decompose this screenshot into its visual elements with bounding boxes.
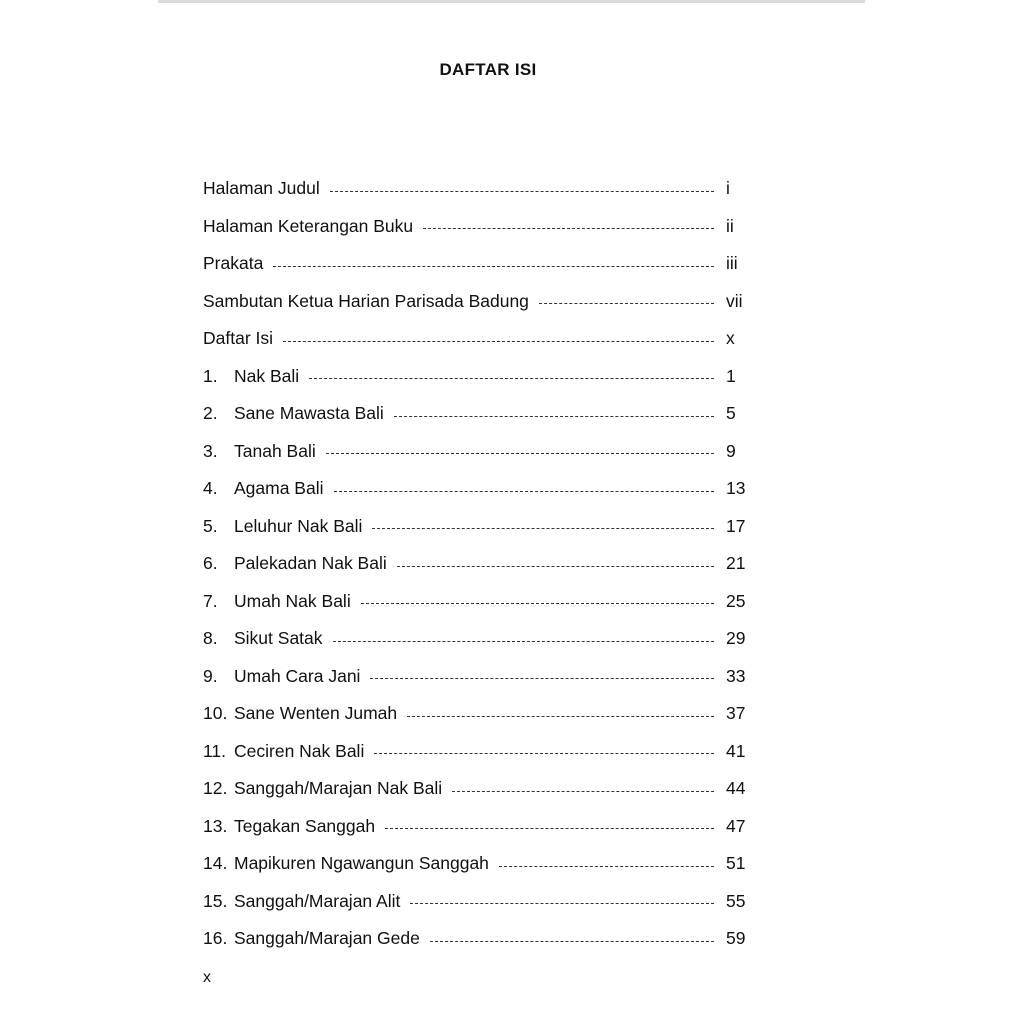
toc-entry-number: 1.	[203, 365, 218, 386]
toc-entry	[203, 395, 748, 433]
toc-entry	[203, 733, 748, 771]
toc-entry	[203, 770, 748, 808]
toc-dot-leader	[499, 865, 714, 867]
toc-dot-leader	[385, 827, 714, 829]
toc-entry-page-number: iii	[726, 253, 738, 274]
toc-entry-page-number: 1	[726, 365, 736, 386]
toc-entry-page-number: 47	[726, 815, 746, 836]
toc-entry-label: Sane Wenten Jumah	[234, 703, 398, 724]
toc-dot-leader	[423, 227, 714, 229]
toc-entry-label: Agama Bali	[234, 478, 324, 499]
toc-entry-label: Sambutan Ketua Harian Parisada Badung	[203, 290, 529, 311]
toc-entry	[203, 170, 748, 208]
toc-entry-number: 3.	[203, 440, 218, 461]
page-folio: x	[203, 969, 211, 986]
toc-entry-page-number: x	[726, 328, 735, 349]
toc-entry-label: Mapikuren Ngawangun Sanggah	[234, 853, 489, 874]
toc-entry-label: Sikut Satak	[234, 628, 323, 649]
toc-dot-leader	[361, 602, 714, 604]
toc-entry-number: 14.	[203, 853, 228, 874]
toc-entry-page-number: 25	[726, 590, 746, 611]
toc-entry	[203, 283, 748, 321]
toc-entry	[203, 583, 748, 621]
toc-entry-page-number: i	[726, 178, 730, 199]
toc-entry-number: 15.	[203, 890, 228, 911]
toc-entry-label: Halaman Judul	[203, 178, 320, 199]
toc-entry-number: 9.	[203, 665, 218, 686]
toc-entry-page-number: vii	[726, 290, 743, 311]
toc-entry-label: Tanah Bali	[234, 440, 316, 461]
toc-entry-page-number: 33	[726, 665, 746, 686]
toc-entry-number: 6.	[203, 553, 218, 574]
toc-entry-page-number: 41	[726, 740, 746, 761]
toc-dot-leader	[372, 527, 714, 529]
toc-entry-number: 13.	[203, 815, 228, 836]
toc-dot-leader	[326, 452, 714, 454]
toc-entry-number: 10.	[203, 703, 228, 724]
toc-entry-page-number: 44	[726, 778, 746, 799]
toc-entry	[203, 883, 748, 921]
toc-dot-leader	[539, 302, 714, 304]
toc-entry	[203, 545, 748, 583]
toc-entry-label: Tegakan Sanggah	[234, 815, 376, 836]
toc-dot-leader	[334, 490, 715, 492]
toc-entry-number: 5.	[203, 515, 218, 536]
toc-entry	[203, 320, 748, 358]
toc-dot-leader	[452, 790, 714, 792]
toc-entry-number: 4.	[203, 478, 218, 499]
toc-entry-label: Halaman Keterangan Buku	[203, 215, 414, 236]
toc-dot-leader	[283, 340, 714, 342]
toc-entry	[203, 658, 748, 696]
toc-dot-leader	[410, 902, 714, 904]
toc-dot-leader	[374, 752, 714, 754]
toc-entry-label: Sane Mawasta Bali	[234, 403, 384, 424]
toc-entry	[203, 208, 748, 246]
toc-entry-label: Leluhur Nak Bali	[234, 515, 363, 536]
toc-dot-leader	[309, 377, 714, 379]
toc-entry-label: Sanggah/Marajan Gede	[234, 928, 420, 949]
toc-entry-page-number: 55	[726, 890, 746, 911]
toc-entry-page-number: 5	[726, 403, 736, 424]
toc-entry	[203, 695, 748, 733]
toc-dot-leader	[430, 940, 714, 942]
toc-dot-leader	[330, 190, 714, 192]
toc-dot-leader	[394, 415, 714, 417]
toc-dot-leader	[397, 565, 714, 567]
toc-entry-number: 16.	[203, 928, 228, 949]
toc-entry	[203, 508, 748, 546]
top-border-line	[158, 0, 865, 3]
toc-entry-page-number: 21	[726, 553, 746, 574]
toc-entry-label: Umah Nak Bali	[234, 590, 351, 611]
toc-entry-page-number: 51	[726, 853, 746, 874]
toc-entry-page-number: 13	[726, 478, 746, 499]
toc-entry-page-number: 17	[726, 515, 746, 536]
toc-entry-label: Palekadan Nak Bali	[234, 553, 387, 574]
toc-entry-page-number: 9	[726, 440, 736, 461]
toc-entry	[203, 358, 748, 396]
toc-entry-label: Ceciren Nak Bali	[234, 740, 365, 761]
toc-dot-leader	[333, 640, 714, 642]
toc-entry-label: Sanggah/Marajan Alit	[234, 890, 401, 911]
toc-entry-label: Prakata	[203, 253, 264, 274]
toc-entry-label: Umah Cara Jani	[234, 665, 361, 686]
toc-entry-number: 2.	[203, 403, 218, 424]
toc-dot-leader	[273, 265, 714, 267]
toc-dot-leader	[407, 715, 714, 717]
toc-entry-label: Daftar Isi	[203, 328, 274, 349]
table-of-contents	[203, 170, 748, 958]
toc-entry-page-number: 37	[726, 703, 746, 724]
toc-entry-page-number: 59	[726, 928, 746, 949]
toc-entry	[203, 245, 748, 283]
toc-entry-number: 12.	[203, 778, 228, 799]
toc-entry-page-number: 29	[726, 628, 746, 649]
toc-entry	[203, 470, 748, 508]
toc-entry	[203, 808, 748, 846]
toc-entry	[203, 845, 748, 883]
toc-entry-number: 7.	[203, 590, 218, 611]
toc-entry-number: 11.	[203, 740, 227, 761]
page-title: DAFTAR ISI	[439, 60, 537, 79]
toc-entry-page-number: ii	[726, 215, 734, 236]
toc-entry	[203, 920, 748, 958]
toc-entry-label: Sanggah/Marajan Nak Bali	[234, 778, 443, 799]
toc-entry	[203, 620, 748, 658]
toc-entry-number: 8.	[203, 628, 218, 649]
toc-dot-leader	[370, 677, 714, 679]
toc-entry	[203, 433, 748, 471]
toc-entry-label: Nak Bali	[234, 365, 300, 386]
